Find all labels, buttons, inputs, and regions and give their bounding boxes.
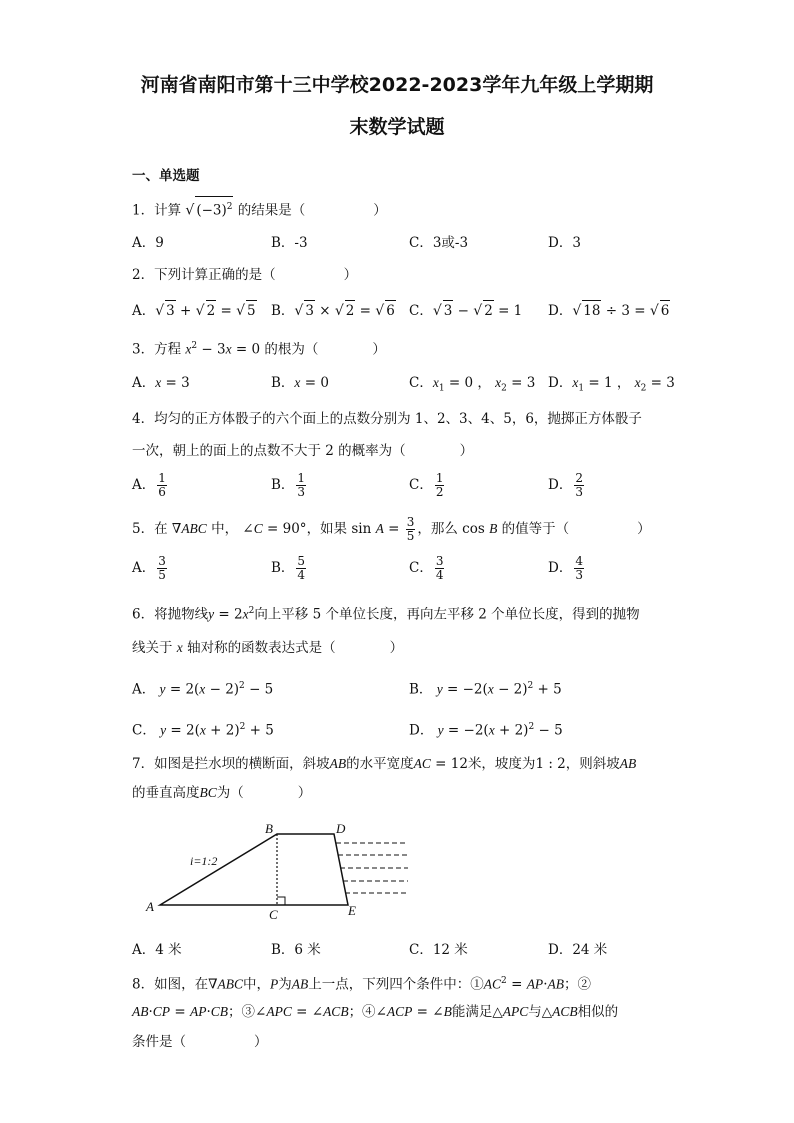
dam-shape (160, 834, 348, 905)
q2-option-a[interactable]: A．√ 3 + √ 2 = √ 5 (132, 300, 257, 321)
exam-title-line-2: 末数学试题 (349, 116, 445, 138)
q3-option-d[interactable]: D．$x_1 = 1$ ， $x_2 = 3$ (548, 375, 675, 394)
q1-option-d[interactable]: D．3 (548, 235, 581, 251)
q7-option-d[interactable]: D．24 米 (548, 942, 608, 958)
q6-option-b[interactable]: B． $y = -2(x - 2)^2 + 5$ (409, 681, 562, 698)
dam-cross-section-figure (140, 815, 420, 925)
section-heading: 一、单选题 (132, 168, 200, 184)
question-8-line-3: 条件是（ ） (132, 1034, 268, 1050)
question-8-line-2: AB·CP = AP·CB；③∠APC = ∠ACB；④∠ACP = ∠B能满足△APC与△ACB相似的 (132, 1004, 619, 1020)
q3-option-c[interactable]: C．$x_1 = 0$ ， $x_2 = 3$ (409, 375, 536, 394)
question-2: 2．下列计算正确的是（ ） (132, 267, 358, 283)
point-d-label: D (336, 821, 346, 836)
q1-option-c[interactable]: C．3或-3 (409, 235, 469, 251)
exam-title-line-1: 河南省南阳市第十三中学校2022-2023学年九年级上学期期 (140, 74, 654, 96)
right-angle-mark (277, 897, 285, 905)
q2-option-d[interactable]: D．√ 18 ÷ 3 = √ 6 (548, 300, 670, 321)
q4-option-c[interactable]: C． $\frac{1}{2}$ (409, 471, 444, 499)
question-4-line-1: 4．均匀的正方体骰子的六个面上的点数分别为 1、2、3、4、5，6，抛掷正方体骰子 (132, 411, 642, 427)
q5-option-c[interactable]: C． $\frac{3}{4}$ (409, 554, 444, 582)
q7-option-a[interactable]: A．4 米 (132, 942, 182, 958)
question-6-line-2: 线关于 x 轴对称的函数表达式是（ ） (132, 640, 404, 656)
question-8-line-1: 8．如图，在∇ABC中，P为AB上一点，下列四个条件中：$①AC^2 = AP\cdot AB$；② (132, 976, 591, 993)
point-a-label: A (146, 899, 154, 914)
q6-option-d[interactable]: D． $y = -2(x + 2)^2 - 5$ (409, 722, 563, 739)
question-1: 1．计算 √ $(-3)^2$ 的结果是（ ） (132, 196, 387, 221)
q1-option-b[interactable]: B．-3 (271, 235, 308, 251)
q4-option-d[interactable]: D． $\frac{2}{3}$ (548, 471, 583, 499)
q5-option-a[interactable]: A． $\frac{3}{5}$ (132, 554, 166, 582)
q3-option-b[interactable]: B．x = 0 (271, 375, 329, 391)
q4-option-a[interactable]: A． $\frac{1}{6}$ (132, 471, 166, 499)
question-3: 3．方程 $x^2 - 3x = 0$ 的根为（ ） (132, 341, 386, 358)
point-e-label: E (348, 903, 356, 918)
q4-option-b[interactable]: B． $\frac{1}{3}$ (271, 471, 306, 499)
q2-option-b[interactable]: B．√ 3 × √ 2 = √ 6 (271, 300, 396, 321)
question-7-line-1: 7．如图是拦水坝的横断面，斜坡AB的水平宽度AC = 12米，坡度为1 : 2，则斜坡AB (132, 756, 637, 772)
question-6-line-1: 6．将抛物线$y = 2x^2$向上平移 5 个单位长度，再向左平移 2 个单位长度，得到的抛物 (132, 606, 640, 623)
question-7-line-2: 的垂直高度BC为（ ） (132, 785, 312, 801)
question-4-line-2: 一次，朝上的面上的点数不大于 2 的概率为（ ） (132, 443, 474, 459)
q6-option-a[interactable]: A． $y = 2(x - 2)^2 - 5$ (132, 681, 274, 698)
question-5: 5．在 ∇ABC 中， ∠C = 90°，如果 sin A = $\frac{3}{5}$ ，那么 cos B 的值等于（ ） (132, 515, 651, 543)
point-c-label: C (269, 907, 278, 922)
q5-option-b[interactable]: B． $\frac{5}{4}$ (271, 554, 306, 582)
q6-option-c[interactable]: C． $y = 2(x + 2)^2 + 5$ (132, 722, 274, 739)
q5-option-d[interactable]: D． $\frac{4}{3}$ (548, 554, 583, 582)
point-b-label: B (265, 821, 273, 836)
q2-option-c[interactable]: C．√ 3 − √ 2 = 1 (409, 300, 522, 321)
q7-option-c[interactable]: C．12 米 (409, 942, 468, 958)
q1-option-a[interactable]: A．9 (132, 235, 164, 251)
water-lines (336, 843, 408, 893)
slope-label: i=1:2 (190, 854, 218, 868)
q7-option-b[interactable]: B．6 米 (271, 942, 321, 958)
q3-option-a[interactable]: A．x = 3 (132, 375, 190, 391)
